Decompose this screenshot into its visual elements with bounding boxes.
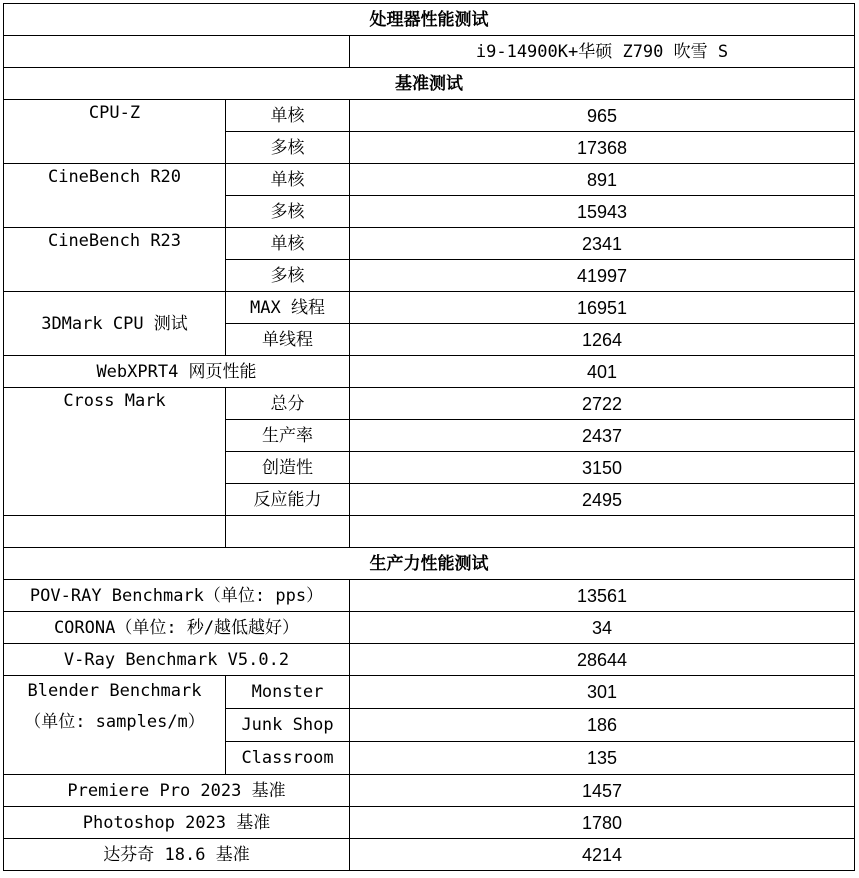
r23-single-label: 单核 [226,228,350,260]
r23-single-value: 2341 [350,228,855,260]
empty-cell [226,516,350,548]
crossmark-total-label: 总分 [226,388,350,420]
table-row [4,644,855,676]
davinci-value: 4214 [350,839,855,871]
povray-name: POV-RAY Benchmark（单位: pps） [4,580,350,612]
threedmark-single-value: 1264 [350,324,855,356]
blender-monster-label: Monster [226,676,350,709]
blender-junk-value: 186 [350,709,855,742]
table-row [4,807,855,839]
table-row [4,356,855,388]
crossmark-creat-value: 3150 [350,452,855,484]
table-title: 处理器性能测试 [4,4,855,36]
threedmark-max-value: 16951 [350,292,855,324]
cpuz-single-label: 单核 [226,100,350,132]
empty-cell [350,516,855,548]
r23-name: CineBench R23 [4,228,226,292]
corona-name: CORONA（单位: 秒/越低越好） [4,612,350,644]
povray-value: 13561 [350,580,855,612]
table-row [4,580,855,612]
r20-multi-value: 15943 [350,196,855,228]
crossmark-resp-label: 反应能力 [226,484,350,516]
title-row [4,4,855,36]
threedmark-name: 3DMark CPU 测试 [4,292,226,356]
r20-single-value: 891 [350,164,855,196]
table-row [4,164,855,196]
corona-value: 34 [350,612,855,644]
r20-single-label: 单核 [226,164,350,196]
photoshop-value: 1780 [350,807,855,839]
cpuz-multi-label: 多核 [226,132,350,164]
threedmark-max-label: MAX 线程 [226,292,350,324]
vray-name: V-Ray Benchmark V5.0.2 [4,644,350,676]
r23-multi-label: 多核 [226,260,350,292]
config-label-cell [4,36,350,68]
vray-value: 28644 [350,644,855,676]
table-row [4,676,855,709]
blender-name-line2: （单位: samples/m） [24,712,205,732]
davinci-name: 达芬奇 18.6 基准 [4,839,350,871]
blender-class-value: 135 [350,742,855,775]
table-row [4,839,855,871]
section-header-row [4,68,855,100]
cpuz-name: CPU-Z [4,100,226,164]
r20-multi-label: 多核 [226,196,350,228]
blender-monster-value: 301 [350,676,855,709]
table-row [4,228,855,260]
blender-name [4,676,226,775]
photoshop-name: Photoshop 2023 基准 [4,807,350,839]
blender-junk-label: Junk Shop [226,709,350,742]
table-row [4,612,855,644]
crossmark-creat-label: 创造性 [226,452,350,484]
config-row [4,36,855,68]
blender-name-line1: Blender Benchmark [27,681,202,701]
table-row [4,775,855,807]
r23-multi-value: 41997 [350,260,855,292]
crossmark-resp-value: 2495 [350,484,855,516]
webxprt-value: 401 [350,356,855,388]
premiere-name: Premiere Pro 2023 基准 [4,775,350,807]
crossmark-prod-value: 2437 [350,420,855,452]
cpuz-multi-value: 17368 [350,132,855,164]
crossmark-prod-label: 生产率 [226,420,350,452]
premiere-value: 1457 [350,775,855,807]
crossmark-total-value: 2722 [350,388,855,420]
table-row [4,100,855,132]
threedmark-single-label: 单线程 [226,324,350,356]
cpuz-single-value: 965 [350,100,855,132]
webxprt-name: WebXPRT4 网页性能 [4,356,350,388]
r20-name: CineBench R20 [4,164,226,228]
section-title-benchmark: 基准测试 [4,68,855,100]
blender-class-label: Classroom [226,742,350,775]
crossmark-name: Cross Mark [4,388,226,516]
table-row [4,292,855,324]
section-header-row [4,548,855,580]
empty-row [4,516,855,548]
table-row [4,388,855,420]
config-value: i9-14900K+华硕 Z790 吹雪 S [350,36,855,68]
empty-cell [4,516,226,548]
cpu-benchmark-table [3,3,855,871]
section-title-productivity: 生产力性能测试 [4,548,855,580]
